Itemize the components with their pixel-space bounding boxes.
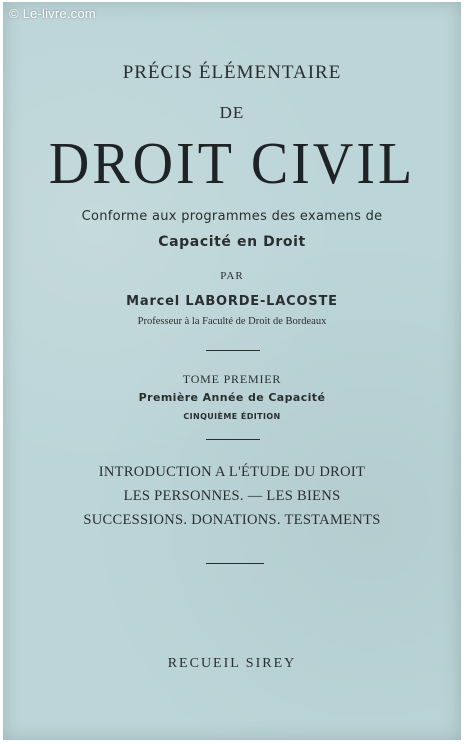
author-last-name: LABORDE-LACOSTE: [185, 294, 338, 309]
cover-conforme: Conforme aux programmes des examens de: [81, 209, 383, 224]
author-first-name: Marcel: [126, 294, 181, 309]
cover-author: [3, 294, 461, 309]
cover-publisher: RECUEIL SIREY: [167, 656, 297, 671]
watermark: © Le-livre.com: [9, 6, 96, 21]
cover-exam: Capacité en Droit: [158, 234, 306, 250]
cover-tome: TOME PREMIER: [182, 372, 282, 386]
cover-annee: Première Année de Capacité: [138, 391, 326, 404]
cover-title: DROIT CIVIL: [48, 131, 416, 197]
cover-subject: LES PERSONNES. — LES BIENS: [123, 488, 341, 504]
cover-connector: DE: [219, 103, 245, 122]
cover-edition: CINQUIÈME ÉDITION: [183, 412, 281, 421]
divider-rule: [206, 439, 260, 440]
book-cover: [3, 2, 461, 740]
cover-affiliation: Professeur à la Faculté de Droit de Bordeaux: [137, 316, 327, 327]
cover-subject: SUCCESSIONS. DONATIONS. TESTAMENTS: [83, 512, 381, 528]
divider-rule: [206, 350, 260, 351]
cover-heading: PRÉCIS ÉLÉMENTAIRE: [122, 62, 342, 83]
cover-par: PAR: [220, 270, 244, 282]
cover-subject: INTRODUCTION A L'ÉTUDE DU DROIT: [98, 464, 366, 480]
divider-rule: [206, 563, 264, 564]
